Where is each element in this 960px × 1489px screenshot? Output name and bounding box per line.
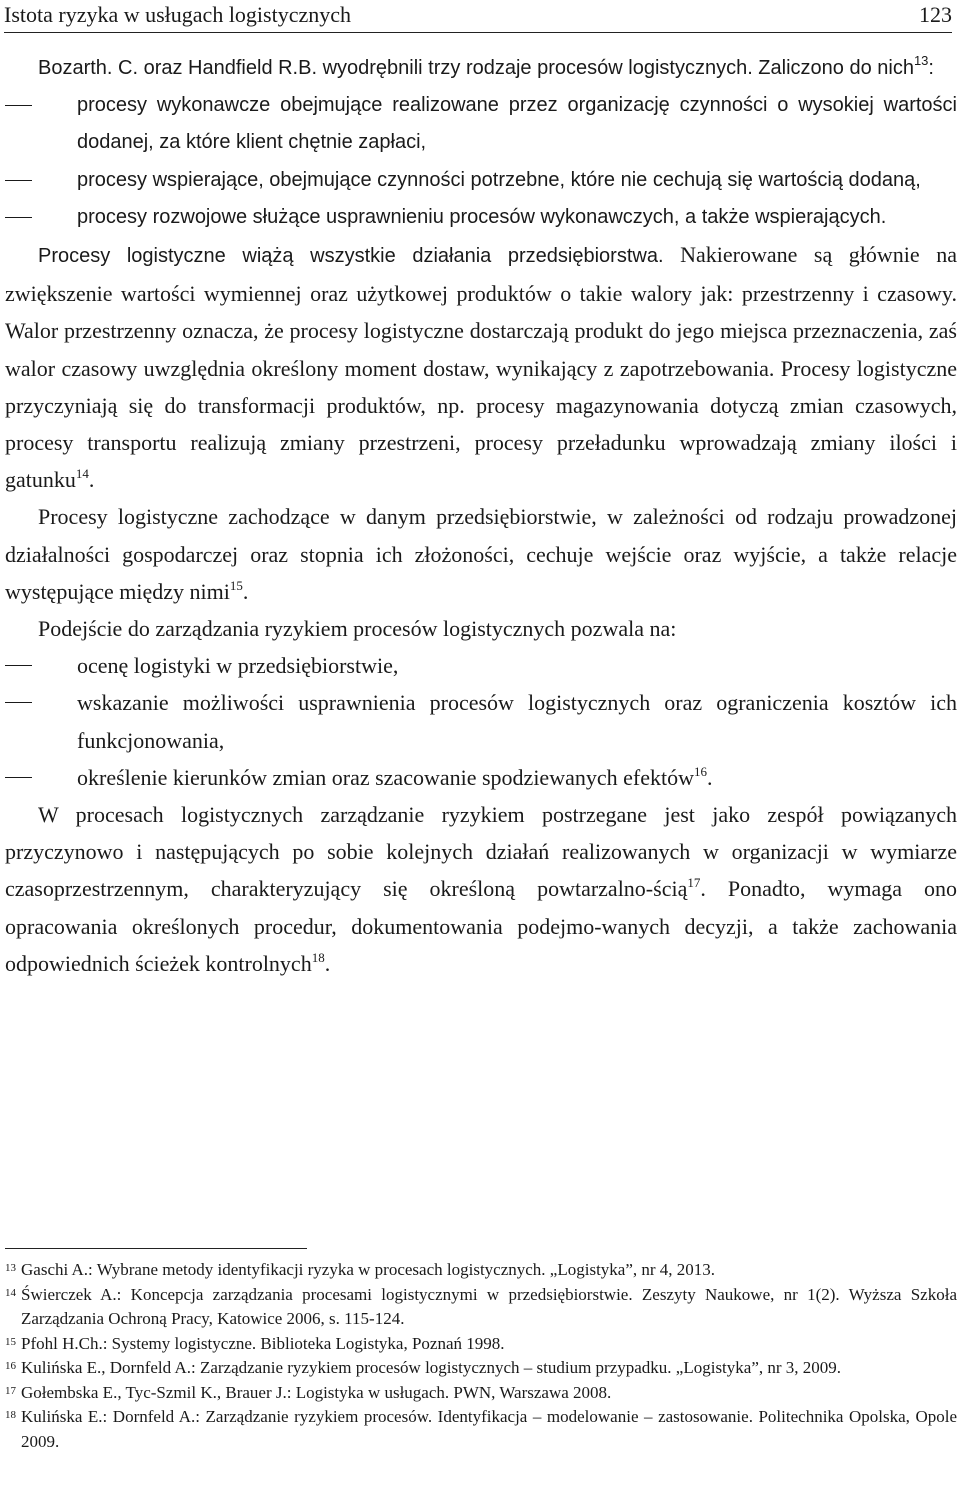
footnote-text: Kulińska E., Dornfeld A.: Zarządzanie ryzykiem procesów logistycznych – studium przypadku. „Logistyka”, nr 3, 2009. [21, 1358, 842, 1377]
paragraph-risk-management-text-b: . Ponadto, wymaga ono opracowania określonych procedur, dokumentowania podejmo-wanych decyzji, a także zachowania odpowiednich ścieżek kontrolnych [5, 876, 957, 976]
paragraph-intro-text: Bozarth. C. oraz Handfield R.B. wyodrębnili trzy rodzaje procesów logistycznych. Zaliczono do nich [38, 57, 914, 79]
footnote-ref-14: 14 [75, 466, 89, 482]
list-item-text: ocenę logistyki w przedsiębiorstwie, [77, 653, 399, 679]
footnote-ref-13: 13 [913, 53, 929, 68]
footnote-ref-16: 16 [693, 763, 707, 779]
footnote-ref-15: 15 [229, 577, 243, 593]
footnote: 16 Kulińska E., Dornfeld A.: Zarządzanie ryzykiem procesów logistycznych – studium przypadku. „Logistyka”, nr 3, 2009. [5, 1358, 842, 1377]
main-text [5, 50, 957, 982]
paragraph-logistics-text: Nakierowane są głównie na zwiększenie wartości wymiennej oraz użytkowej produktów o takie walory jak: przestrzenny i czasowy. Walor przestrzenny oznacza, że procesy logistyczne dostarczają produkt do jego miejsca przeznaczenia, zaś walor czasowy uwzględnia określony moment dostaw, wynikający z zapotrzebowania. Procesy logistyczne przyczyniają się do transformacji produktów, np. procesy magazynowania dotyczą zmian czasowych, procesy transportu realizują zmiany przestrzeni, procesy przeładunku wprowadzają zmiany ilości i gatunku [5, 242, 958, 493]
footnotes [5, 1258, 957, 1454]
list-item: procesy rozwojowe służące usprawnieniu procesów wykonawczych, a także wspierających. [77, 199, 957, 236]
paragraph-logistics-lead: Procesy logistyczne wiążą wszystkie działania przedsiębiorstwa. [38, 245, 664, 268]
running-header [4, 0, 952, 33]
paragraph-intro [5, 50, 957, 87]
list-item [77, 759, 957, 796]
risk-benefits-list [5, 647, 957, 796]
paragraph-risk-management-punct: . [324, 950, 331, 976]
list-item: procesy wykonawcze obejmujące realizowane przez organizację czynności o wysokiej wartości dodanej, za które klient chętnie zapłaci, [77, 87, 957, 161]
footnote-text: Kulińska E.: Dornfeld A.: Zarządzanie ryzykiem procesów. Identyfikacja – modelowanie – zastosowanie. Politechnika Opolska, Opole 2009. [21, 1407, 957, 1451]
paragraph-logistics-processes [5, 236, 957, 498]
paragraph-risk-approach: Podejście do zarządzania ryzykiem procesów logistycznych pozwala na: [38, 616, 677, 642]
paragraph-inputs-outputs-punct: . [242, 578, 249, 604]
footnote-text: Gołembska E., Tyc-Szmil K., Brauer J.: Logistyka w usługach. PWN, Warszawa 2008. [21, 1382, 612, 1402]
footnote: 17 Gołembska E., Tyc-Szmil K., Brauer J.: Logistyka w usługach. PWN, Warszawa 2008. [5, 1382, 612, 1402]
page-number: 123 [919, 2, 952, 27]
paragraph-risk-management [5, 796, 957, 982]
paragraph-inputs-outputs-text: Procesy logistyczne zachodzące w danym przedsiębiorstwie, w zależności od rodzaju prowadzonej działalności gospodarczej oraz stopnia ich złożoności, cechuje wejście oraz wyjście, a także relacje występujące między nimi [5, 504, 957, 604]
footnote-separator [5, 1248, 307, 1249]
paragraph-logistics-punct: . [88, 467, 95, 493]
footnote: 18 Kulińska E.: Dornfeld A.: Zarządzanie ryzykiem procesów. Identyfikacja – modelowanie – zastosowanie. Politechnika Opolska, Opole 2009. [5, 1407, 957, 1451]
running-header-title: Istota ryzyka w usługach logistycznych [4, 2, 352, 27]
footnote-text: Świerczek A.: Koncepcja zarządzania procesami logistycznymi w przedsiębiorstwie. Zeszyty Naukowe, nr 1(2). Wyższa Szkoła Zarządzania Ochroną Pracy, Katowice 2006, s. 115-124. [21, 1284, 957, 1328]
footnote-ref-18: 18 [311, 949, 325, 965]
footnote-text: Pfohl H.Ch.: Systemy logistyczne. Biblioteka Logistyka, Poznań 1998. [21, 1333, 505, 1353]
footnote: 15 Pfohl H.Ch.: Systemy logistyczne. Biblioteka Logistyka, Poznań 1998. [5, 1333, 505, 1353]
footnote-ref-17: 17 [687, 875, 701, 891]
footnote: 13 Gaschi A.: Wybrane metody identyfikacji ryzyka w procesach logistycznych. „Logistyka”, nr 4, 2013. [5, 1260, 716, 1279]
list-item [77, 647, 957, 684]
list-item-text: wskazanie możliwości usprawnienia procesów logistycznych oraz ograniczenia kosztów ich funkcjonowania, [77, 690, 957, 753]
list-item: procesy wspierające, obejmujące czynności potrzebne, które nie cechują się wartością dodaną, [77, 162, 957, 199]
footnote: 14 Świerczek A.: Koncepcja zarządzania procesami logistycznymi w przedsiębiorstwie. Zeszyty Naukowe, nr 1(2). Wyższa Szkoła Zarządzania Ochroną Pracy, Katowice 2006, s. 115-124. [5, 1284, 957, 1328]
paragraph-risk-management-text-a: W procesach logistycznych zarządzanie ryzykiem postrzegane jest jako zespół powiązanych przyczynowo i następujących po sobie kolejnych działań realizowanych w organizacji w wymiarze czasoprzestrzennym, charakteryzujący się określoną powtarzalno-ścią [5, 802, 957, 902]
footnote-text: Gaschi A.: Wybrane metody identyfikacji ryzyka w procesach logistycznych. „Logistyka”, nr 4, 2013. [21, 1260, 716, 1279]
list-item-punct: . [706, 764, 713, 790]
paragraph-intro-punct: : [928, 57, 934, 79]
paragraph-inputs-outputs [5, 498, 957, 610]
list-item [77, 684, 957, 758]
list-item-text: określenie kierunków zmian oraz szacowanie spodziewanych efektów [77, 764, 694, 790]
process-types-list [5, 87, 957, 236]
